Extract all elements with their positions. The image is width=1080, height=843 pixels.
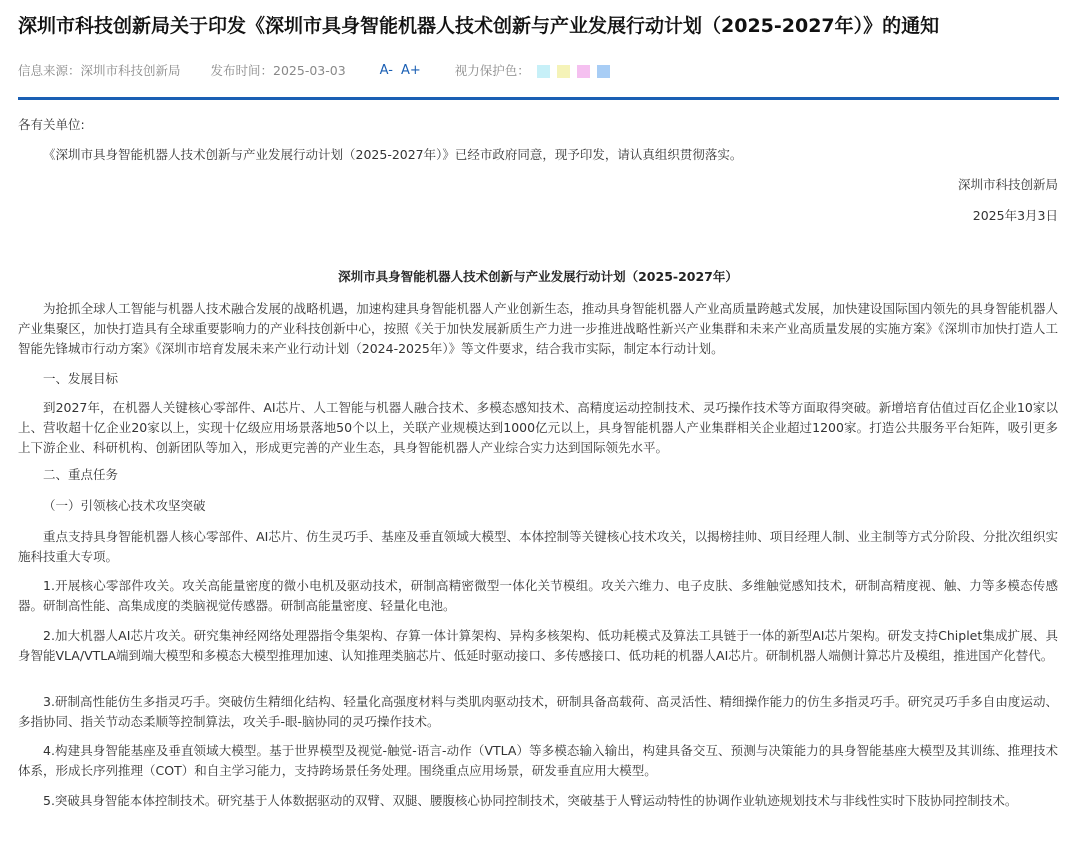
notice-salutation: 各有关单位:: [18, 117, 85, 132]
publish-date-label: 发布时间：2025-03-03: [210, 63, 346, 78]
subsection1-intro-paragraph: 重点支持具身智能机器人核心零部件、AI芯片、仿生灵巧手、基座及垂直领域大模型、本体控制等关键核心技术攻关，以揭榜挂帅、项目经理人制、业主制等方式分阶段、分批次组织实施科技重大专项。: [18, 529, 1058, 564]
source-label: 信息来源：深圳市科技创新局: [18, 63, 181, 78]
eye-care-label: 视力保护色：: [454, 63, 530, 78]
task-item-4: 4.构建具身智能基座及垂直领域大模型。基于世界模型及视觉-触觉-语言-动作（VTLA）等多模态输入输出，构建具备交互、预测与决策能力的具身智能基座大模型及其训练、推理技术体系，形成长序列推理（COT）和自主学习能力，支持跨场景任务处理。围绕重点应用场景，研发垂直应用大模型。: [18, 743, 1058, 778]
article-title: 深圳市科技创新局关于印发《深圳市具身智能机器人技术创新与产业发展行动计划（2025-2027年）》的通知: [18, 15, 940, 37]
section1-heading: 一、发展目标: [43, 371, 119, 386]
task-item-1: 1.开展核心零部件攻关。攻关高能量密度的微小电机及驱动技术，研制高精密微型一体化关节模组。攻关六维力、电子皮肤、多维触觉感知技术，研制高精度视、触、力等多模态传感器。研制高性能、高集成度的类脑视觉传感器。研制高能量密度、轻量化电池。: [18, 578, 1058, 613]
eye-care-swatch-cyan[interactable]: [537, 65, 550, 78]
font-decrease-button[interactable]: A-: [379, 63, 393, 78]
task-item-3: 3.研制高性能仿生多指灵巧手。突破仿生精细化结构、轻量化高强度材料与类肌肉驱动技术，研制具备高载荷、高灵活性、精细操作能力的仿生多指灵巧手。研究灵巧手多自由度运动、多指协同、指关节动态柔顺等控制算法，攻关手-眼-脑协同的灵巧操作技术。: [18, 694, 1058, 729]
eye-care-swatch-blue[interactable]: [597, 65, 610, 78]
header-divider: [18, 97, 1059, 100]
section2-heading: 二、重点任务: [43, 467, 119, 482]
plan-intro-paragraph: 为抢抓全球人工智能与机器人技术融合发展的战略机遇，加速构建具身智能机器人产业创新生态，推动具身智能机器人产业高质量跨越式发展，加快建设国际国内领先的具身智能机器人产业集聚区，加快打造具有全球重要影响力的产业科技创新中心，按照《关于加快发展新质生产力进一步推进战略性新兴产业集群和未来产业高质量发展的实施方案》《深圳市加快打造人工智能先锋城市行动方案》《深圳市培育发展未来产业行动计划（2024-2025年）》等文件要求，结合我市实际，制定本行动计划。: [18, 301, 1058, 356]
plan-title: 深圳市具身智能机器人技术创新与产业发展行动计划（2025-2027年）: [338, 269, 738, 284]
notice-body: 《深圳市具身智能机器人技术创新与产业发展行动计划（2025-2027年）》已经市政府同意，现予印发，请认真组织贯彻落实。: [43, 147, 743, 162]
section1-paragraph: 到2027年，在机器人关键核心零部件、AI芯片、人工智能与机器人融合技术、多模态感知技术、高精度运动控制技术、灵巧操作技术等方面取得突破。新增培育估值过百亿企业10家以上、营收超十亿企业20家以上，实现十亿级应用场景落地50个以上，关联产业规模达到1000亿元以上，具身智能机器人产业集群相关企业超过1200家。打造公共服务平台矩阵，吸引更多上下游企业、科研机构、创新团队等加入，形成更完善的产业生态，具身智能机器人产业综合实力达到国际领先水平。: [18, 400, 1058, 455]
article-meta-bar: [18, 61, 610, 81]
task-item-2: 2.加大机器人AI芯片攻关。研究集神经网络处理器指令集架构、存算一体计算架构、异构多核架构、低功耗模式及算法工具链于一体的新型AI芯片架构。研发支持Chiplet集成扩展、具身智能VLA/VTLA端到端大模型和多模态大模型推理加速、认知推理类脑芯片、低延时驱动接口、多传感接口、低功耗的机器人AI芯片。研制机器人端侧计算芯片及模组，推进国产化替代。: [18, 628, 1058, 663]
eye-care-swatch-yellow[interactable]: [557, 65, 570, 78]
subsection1-heading: （一）引领核心技术攻坚突破: [43, 498, 206, 513]
eye-care-swatch-pink[interactable]: [577, 65, 590, 78]
font-increase-button[interactable]: A+: [400, 63, 421, 78]
task-item-5: 5.突破具身智能本体控制技术。研究基于人体数据驱动的双臂、双腿、腰腹核心协同控制技术，突破基于人臂运动特性的协调作业轨迹规划技术与非线性实时下肢协同控制技术。: [43, 793, 1018, 808]
notice-date: 2025年3月3日: [972, 208, 1058, 223]
notice-issuer: 深圳市科技创新局: [957, 177, 1058, 192]
